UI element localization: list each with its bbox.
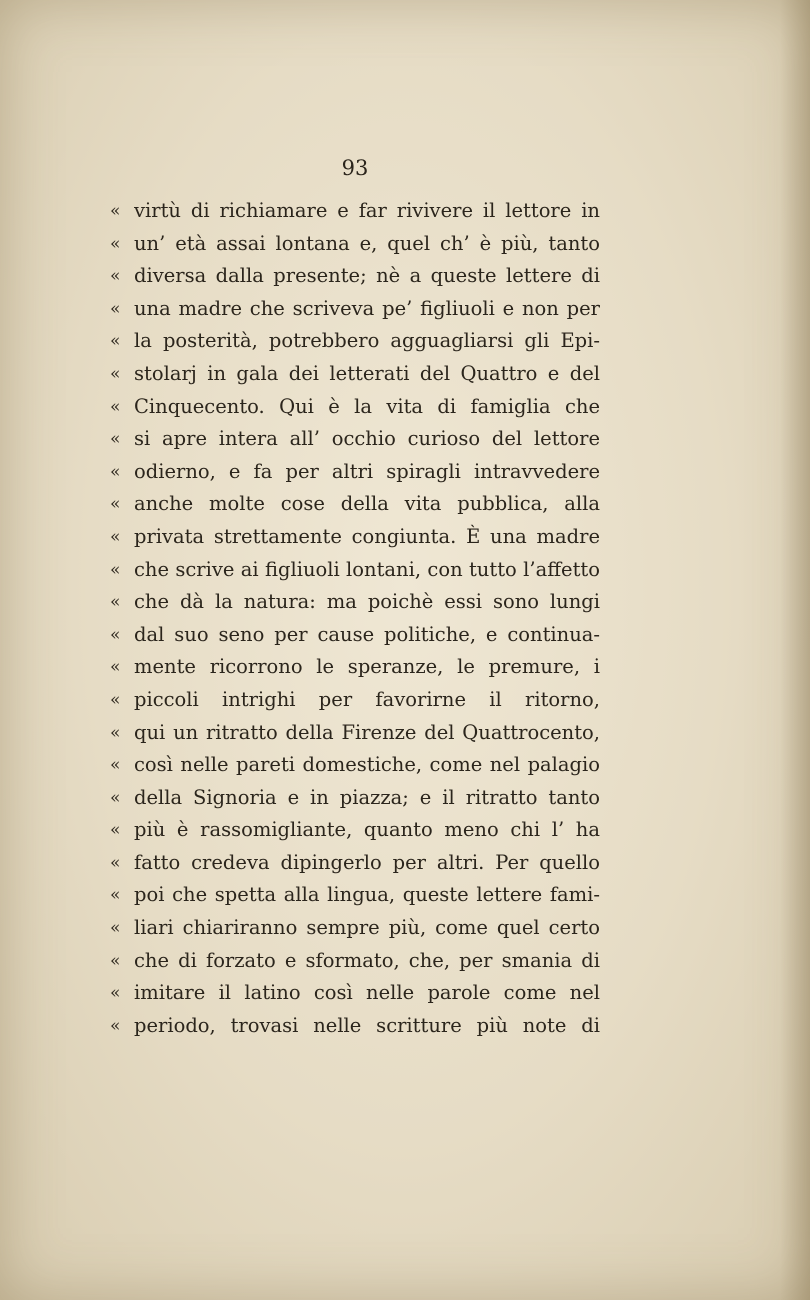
line-text: una madre che scriveva pe’ figliuoli e non per <box>134 296 600 320</box>
text-line <box>110 879 600 912</box>
text-line <box>110 456 600 489</box>
quote-mark: « <box>110 526 121 547</box>
text-line <box>110 586 600 619</box>
quote-mark: « <box>110 331 121 352</box>
line-text: la posterità, potrebbero agguagliarsi gli Epi- <box>134 329 600 353</box>
line-text: liari chiariranno sempre più, come quel certo <box>134 916 600 940</box>
quote-mark: « <box>110 755 121 776</box>
quote-mark: « <box>110 201 121 221</box>
quote-mark: « <box>110 461 121 482</box>
quote-mark: « <box>110 266 121 287</box>
line-text: diversa dalla presente; nè a queste lettere di <box>134 264 600 288</box>
line-text: piccoli intrighi per favorirne il ritorno, <box>134 687 600 711</box>
line-text: Cinquecento. Qui è la vita di famiglia che <box>134 394 600 418</box>
line-text: più è rassomigliante, quanto meno chi l’ ha <box>134 818 600 842</box>
text-line <box>110 619 600 652</box>
line-text: un’ età assai lontana e, quel ch’ è più, tanto <box>134 231 600 255</box>
quote-mark: « <box>110 885 121 906</box>
quote-mark: « <box>110 950 121 971</box>
text-line <box>110 977 600 1010</box>
text-line <box>110 423 600 456</box>
page-number: 93 <box>341 156 369 180</box>
text-line <box>110 293 600 326</box>
text-line <box>110 684 600 717</box>
text-line <box>110 749 600 782</box>
quote-mark: « <box>110 298 121 319</box>
line-text: odierno, e fa per altri spiragli intravvedere <box>134 459 600 483</box>
quote-mark: « <box>110 429 121 450</box>
quote-mark: « <box>110 852 121 873</box>
quote-mark: « <box>110 722 121 743</box>
line-text: così nelle pareti domestiche, come nel palagio <box>134 753 600 777</box>
text-line <box>110 912 600 945</box>
text-line <box>110 325 600 358</box>
text-line <box>110 814 600 847</box>
quote-mark: « <box>110 787 121 808</box>
text-line <box>110 195 600 228</box>
quote-mark: « <box>110 1015 121 1036</box>
line-text: poi che spetta alla lingua, queste lettere fami- <box>134 883 600 907</box>
text-line <box>110 488 600 521</box>
line-text: privata strettamente congiunta. È una madre <box>134 524 600 548</box>
quote-mark: « <box>110 592 121 613</box>
line-text: che dà la natura: ma poichè essi sono lungi <box>134 590 600 614</box>
text-line <box>110 554 600 587</box>
line-text: anche molte cose della vita pubblica, alla <box>134 492 600 516</box>
line-text: dal suo seno per cause politiche, e continua- <box>134 622 600 646</box>
text-line <box>110 358 600 391</box>
quote-mark: « <box>110 689 121 710</box>
text-line <box>110 717 600 750</box>
line-text: periodo, trovasi nelle scritture più note di <box>134 1013 600 1037</box>
line-text: virtù di richiamare e far rivivere il lettore in <box>134 199 600 222</box>
quote-mark: « <box>110 396 121 417</box>
quote-mark: « <box>110 820 121 841</box>
text-line <box>110 1010 600 1043</box>
line-text: che scrive ai figliuoli lontani, con tutto l’affetto <box>134 557 600 581</box>
text-line <box>110 847 600 880</box>
line-text: fatto credeva dipingerlo per altri. Per quello <box>134 850 600 874</box>
quote-mark: « <box>110 624 121 645</box>
text-line <box>110 391 600 424</box>
quoted-text-block <box>110 195 600 1042</box>
line-text: che di forzato e sformato, che, per smania di <box>134 948 600 972</box>
line-text: della Signoria e in piazza; e il ritratto tanto <box>134 785 600 809</box>
text-line <box>110 651 600 684</box>
text-line <box>110 521 600 554</box>
text-line <box>110 782 600 815</box>
quote-mark: « <box>110 363 121 384</box>
quote-mark: « <box>110 233 121 254</box>
line-text: stolarj in gala dei letterati del Quattro e del <box>134 361 600 385</box>
text-line <box>110 260 600 293</box>
line-text: imitare il latino così nelle parole come nel <box>134 981 600 1005</box>
line-text: si apre intera all’ occhio curioso del lettore <box>134 427 600 451</box>
quote-mark: « <box>110 494 121 515</box>
line-text: qui un ritratto della Firenze del Quattrocento, <box>134 720 600 744</box>
quote-mark: « <box>110 918 121 939</box>
text-line <box>110 945 600 978</box>
quote-mark: « <box>110 983 121 1004</box>
text-line <box>110 228 600 261</box>
quote-mark: « <box>110 657 121 678</box>
line-text: mente ricorrono le speranze, le premure, i <box>134 655 600 679</box>
quote-mark: « <box>110 559 121 580</box>
